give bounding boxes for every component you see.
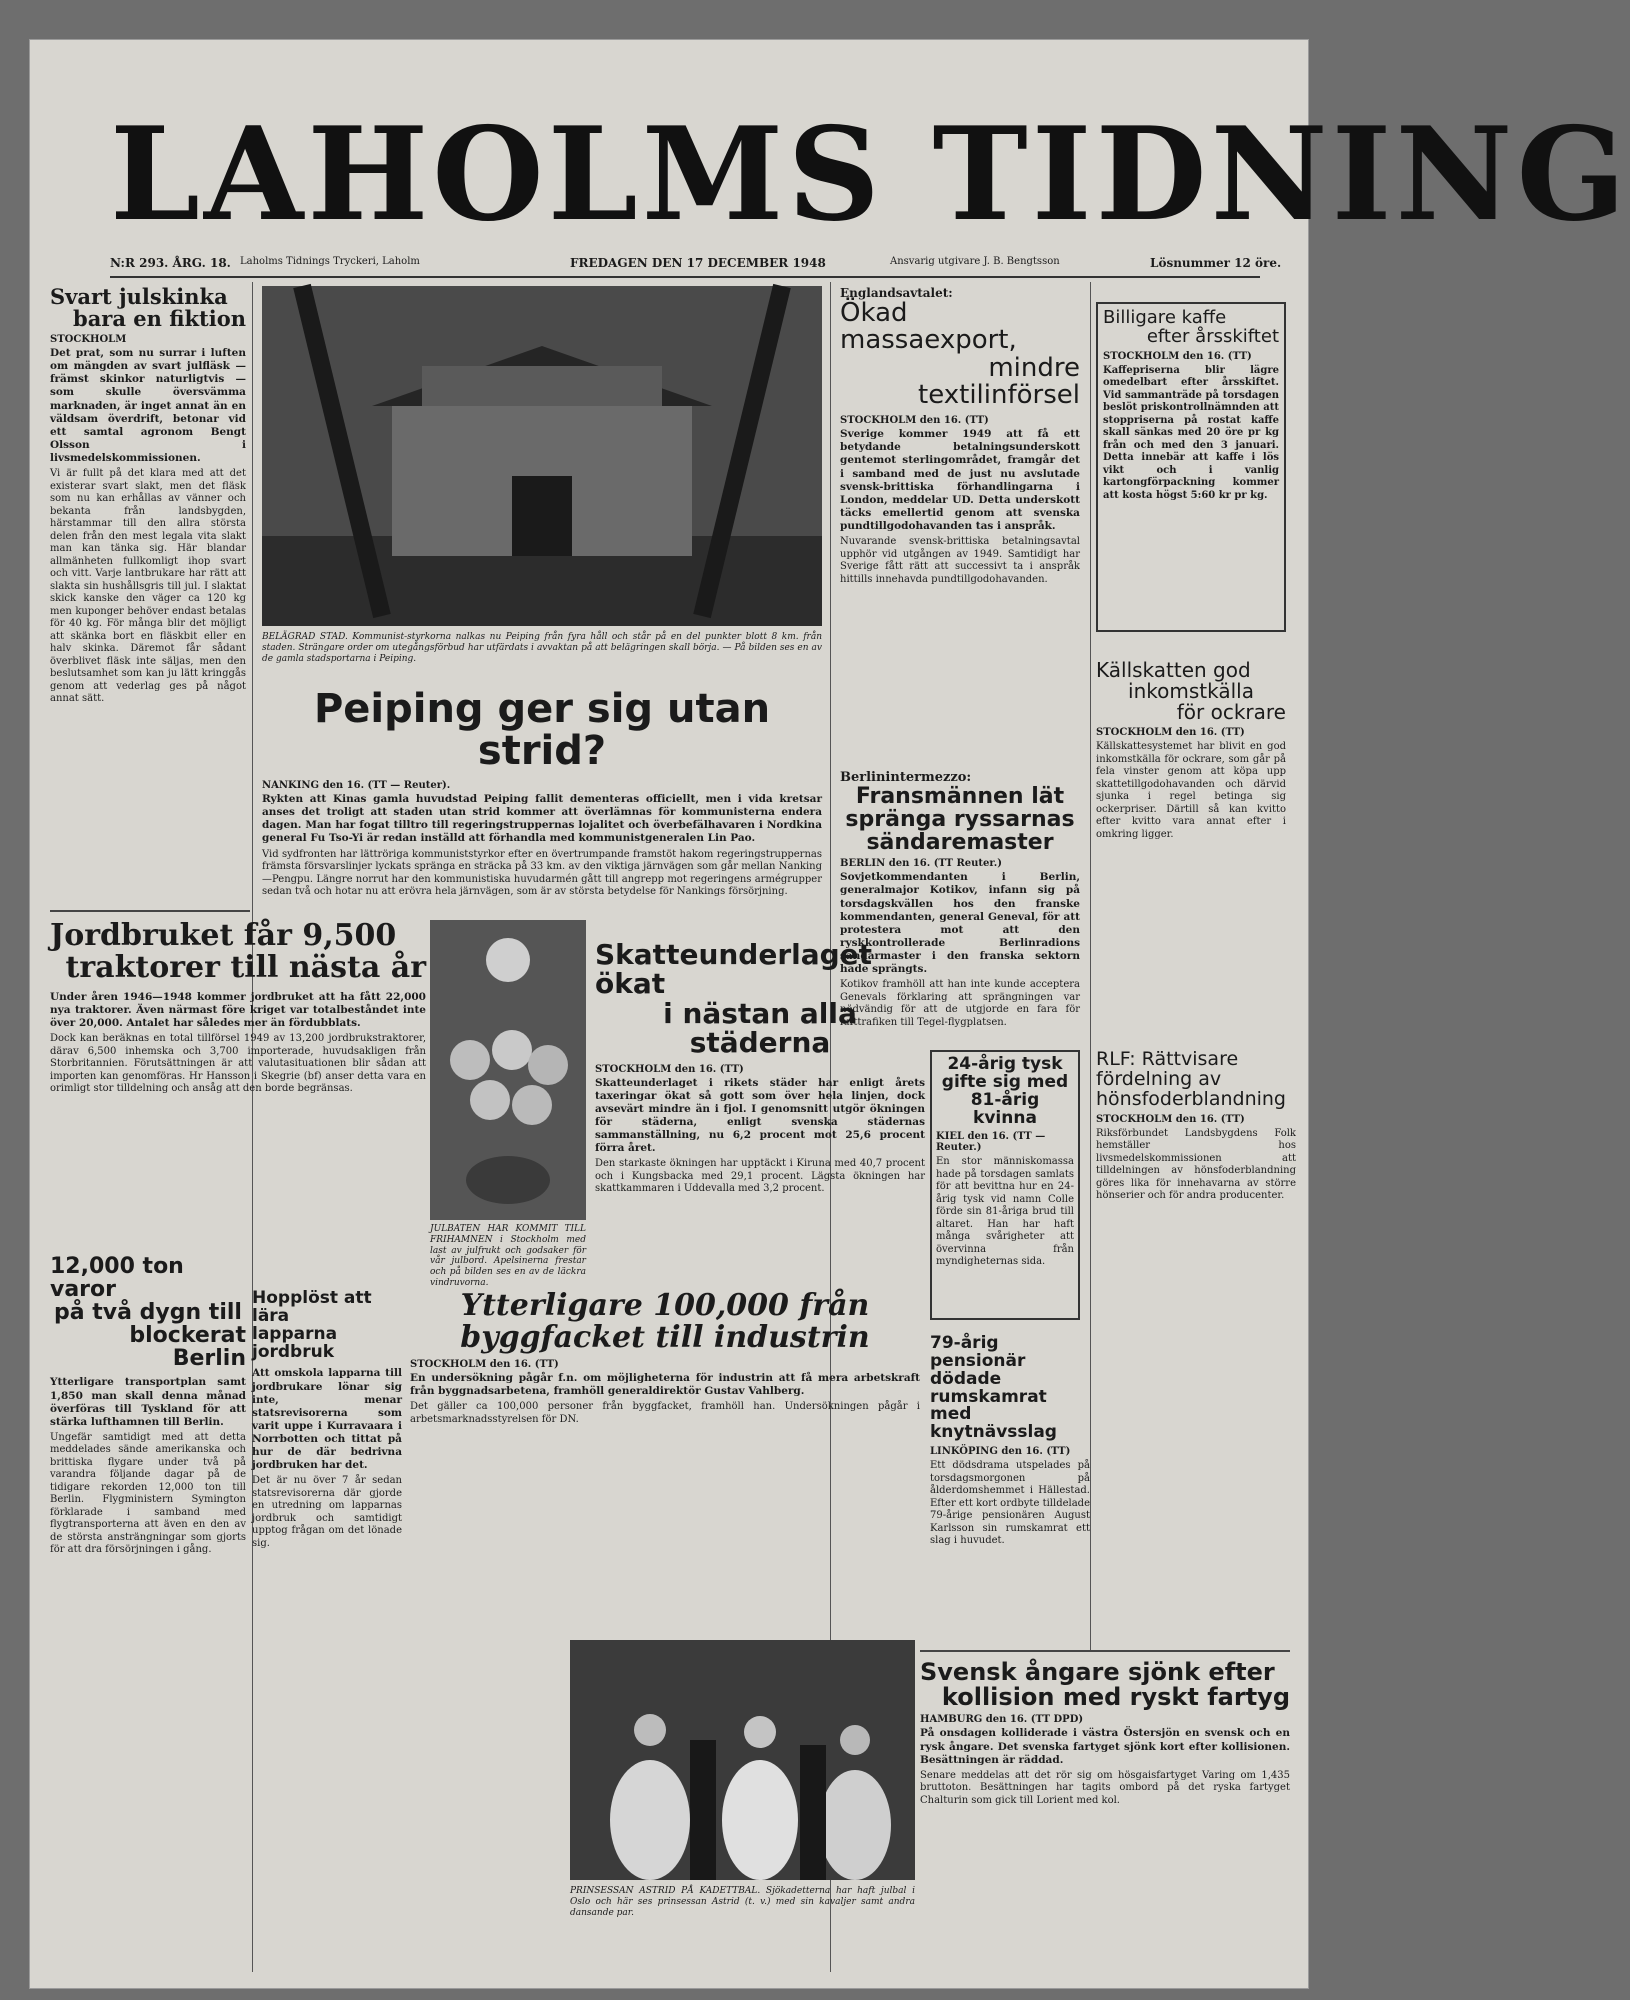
headline: Svensk ångare sjönk efter bbox=[920, 1658, 1275, 1686]
article-ytterligare bbox=[410, 1290, 920, 1620]
article-jordbruk bbox=[50, 920, 426, 1250]
headline: mindre textilinförsel bbox=[918, 352, 1080, 410]
headline: med knytnävsslag bbox=[930, 1404, 1057, 1443]
article-lapparna bbox=[252, 1290, 402, 1720]
body-text: Det gäller ca 100,000 personer från byggfacket, framhöll han. Undersökningen pågår i arbetsmarknadsstyrelsen för DN. bbox=[410, 1401, 920, 1425]
printer-line: Laholms Tidnings Tryckeri, Laholm bbox=[240, 256, 420, 267]
photo-caption: BELÄGRAD STAD. Kommunist-styrkorna nalkas nu Peiping från fyra håll och står på en del punkter blott 8 km. från staden. Strängare order om utegångsförbud har utfärdats i avvaktan på att belägringen skall börja. — På bilden ses en av de gamla stadsportarna i Peiping. bbox=[262, 632, 822, 664]
editor-line: Ansvarig utgivare J. B. Bengtsson bbox=[890, 256, 1060, 267]
headline: Peiping ger sig utan strid? bbox=[313, 686, 771, 774]
headline: på två dygn till bbox=[54, 1300, 242, 1326]
headline: för ockrare bbox=[1176, 700, 1286, 724]
dance-illustration bbox=[570, 1640, 915, 1880]
headline: dödade rumskamrat bbox=[930, 1368, 1047, 1407]
dateline: STOCKHOLM den 16. (TT) bbox=[1096, 727, 1245, 738]
lead-text: Rykten att Kinas gamla huvudstad Peiping fallit dementeras officiellt, men i vida kretsar anses det troligt att staden utan strid kommer att överlämnas för kommunisterna endera dagen. Man har fogat tilltro till regeringstruppernas lojalitet och överbefälhavaren i Nordkina general Fu Tso-Yi är redan inställd att förhandla med kommunistgeneralen Lin Pao. bbox=[262, 793, 822, 845]
article-berlin bbox=[50, 1255, 246, 1725]
dateline: STOCKHOLM den 16. (TT) bbox=[1103, 350, 1252, 362]
dateline: STOCKHOLM bbox=[50, 334, 127, 346]
body-text: Vid sydfronten har lättröriga kommuniststyrkor efter en övertrumpande framstöt hakom regeringstruppernas främsta försvarslinjer lyckats spränga en sträcka på 33 km. av den viktiga järnvägen som går mellan Nanking—Pengpu. Längre norrut har den kommunistiska huvudarmén gått till angrepp mot regeringens armégrupper sedan två och hotar nu att erövra hela järnvägen, som är av största betydelse för Nankings försörjning. bbox=[262, 848, 822, 897]
headline: bara en fiktion bbox=[73, 306, 246, 332]
headline: i nästan alla städerna bbox=[663, 996, 857, 1060]
article-divider bbox=[920, 1650, 1290, 1652]
body-text: Kaffepriserna blir lägre omedelbart efter årsskiftet. Vid sammanträde på torsdagen beslöt priskontrollnämnden att stoppriserna på rostat kaffe skall sänkas med 20 öre pr kg från och med den 3 januari. Detta innebär att kaffe i lös vikt och i vanlig kartongförpackning kommer att kosta högst 5:60 kr pr kg. bbox=[1103, 364, 1279, 501]
article-kaffe bbox=[1096, 302, 1286, 632]
masthead-title: LAHOLMS TIDNING bbox=[110, 100, 1630, 250]
headline: Hopplöst att lära bbox=[252, 1288, 372, 1326]
headline: gifte sig med bbox=[941, 1071, 1069, 1092]
body-text: Vi är fullt på det klara med att det existerar svart slakt, men det fläsk som nu kan erhållas av vänner och bekanta från landsbygden, härstammar till den allra största delen från den mest legala vita slakt man kan tänka sig. Här blandar allmänheten fullkomligt ihop svart och vitt. Varje lantbrukare har rätt att slakta sin hushållsgris till jul. I slaktat skick kanske den väger ca 120 kg men kuponger behöver endast betalas för 40 kg. För många blir det möjligt att skänka bort en fläskbit eller en halv skinka. Däremot får sådant överblivet fläsk inte säljas, men den beslutsamhet som kan ju lätt kringgås genom att vederlag ges på något annat sätt. bbox=[50, 468, 246, 705]
headline: RLF: Rättvisare bbox=[1096, 1048, 1239, 1070]
lead-text: Det prat, som nu surrar i luften om mängden av svart julfläsk — främst skinkor naturligtvis — som skulle översvämma marknaden, är inget annat än en väldsam överdrift, betonar vid ett samtal agronom Bengt Olsson i livsmedelskommissionen. bbox=[50, 347, 246, 465]
dateline: HAMBURG den 16. (TT DPD) bbox=[920, 1714, 1084, 1726]
headline: 24-årig tysk bbox=[947, 1054, 1063, 1074]
headline: fördelning av bbox=[1096, 1067, 1222, 1090]
dateline: KIEL den 16. (TT — Reuter.) bbox=[936, 1131, 1046, 1154]
kicker: Berlinintermezzo: bbox=[840, 770, 972, 785]
headline: lapparna jordbruk bbox=[252, 1323, 338, 1362]
headline: Svart julskinka bbox=[50, 284, 228, 309]
lead-text: På onsdagen kolliderade i västra Östersjön en svensk och en rysk ångare. Det svenska fartyget sjönk kort efter kollisionen. Besättningen är räddad. bbox=[920, 1727, 1290, 1766]
body-text: Nuvarande svensk-brittiska betalningsavtal upphör vid utgången av 1949. Samtidigt har Sverige fått rätt att successivt ta i anspråk hittills innehavda pundtillgodohavanden. bbox=[840, 536, 1080, 585]
headline: Ökad massaexport, bbox=[840, 298, 1017, 356]
headline: Ytterligare 100,000 från bbox=[460, 1288, 870, 1323]
issue-date: FREDAGEN DEN 17 DECEMBER 1948 bbox=[570, 256, 826, 270]
headline: Billigare kaffe bbox=[1103, 307, 1227, 328]
article-julskinka bbox=[50, 286, 246, 906]
body-text: Kotikov framhöll att han inte kunde acceptera Genevals förklaring att sprängningen var nödvändig för att de utgjorde en fara för lufttrafiken till Tegel-flygplatsen. bbox=[840, 979, 1080, 1028]
lead-text: Skatteunderlaget i rikets städer har enligt årets taxeringar ökat så gott som över hela linjen, dock avsevärt mindre än i fjol. I genomsnitt utgör ökningen för städerna, enligt svenska städernas sammanställning, nu 6,2 procent mot 25,6 procent förra året. bbox=[595, 1076, 925, 1155]
kicker: Englandsavtalet: bbox=[840, 286, 953, 300]
body-text: Senare meddelas att det rör sig om hösgaisfartyget Varing om 1,435 bruttoton. Besättningen har tagits ombord på det ryska fartyget Chalturin som gick till Lorient med kol. bbox=[920, 1769, 1290, 1806]
body-text: Dock kan beräknas en total tillförsel 1949 av 13,200 jordbrukstraktorer, därav 6,500 inhemska och 3,700 importerade, huvudsakligen från Storbritannien. Förutsättningen är att valutasituationen blir sådan att importen kan genomföras. Hr Hansson i Skegrie (bf) anser detta vara en orimligt stor tilldelning och ansåg att den borde begränsas. bbox=[50, 1033, 426, 1095]
headline: byggfacket till industrin bbox=[460, 1319, 870, 1355]
photo-julbaten bbox=[430, 920, 586, 1220]
photo-caption: PRINSESSAN ASTRID PÅ KADETTBAL. Sjökadetterna har haft julbal i Oslo och här ses prinsessan Astrid (t. v.) med sin kavaljer samt andra dansande par. bbox=[570, 1886, 915, 1918]
issue-number: N:R 293. ÅRG. 18. bbox=[110, 256, 231, 270]
dateline: BERLIN den 16. (TT Reuter.) bbox=[840, 858, 1002, 870]
headline: Källskatten god bbox=[1096, 658, 1251, 682]
photo-prinsessan-astrid bbox=[570, 1640, 915, 1880]
body-text: Riksförbundet Landsbygdens Folk hemställer hos livsmedelskommissionen att tilldelningen av hönsfoderblandning göres lika för innehavarna av större hönserier och för andra producenter. bbox=[1096, 1127, 1296, 1202]
headline: traktorer till nästa år bbox=[65, 949, 426, 985]
price-line: Lösnummer 12 öre. bbox=[1150, 256, 1282, 270]
body-text: Det är nu över 7 år sedan statsrevisorerna där gjorde en utredning om lapparnas jordbruk och samtidigt upptog frågan om det lönade sig. bbox=[252, 1475, 402, 1549]
photo-peiping-gate bbox=[262, 286, 822, 626]
headline: Skatteunderlaget ökat bbox=[595, 938, 873, 1001]
body-text: Källskattesystemet har blivit en god inkomstkälla för ockrare, som går på fela vinster genom att köpa upp skattetillgodohavanden och därvid sjunka i regel betinga sig ockerpriser. Därtill så kan kvitto efter kvitto vara annat efter i omkring ligger. bbox=[1096, 741, 1286, 840]
dateline: STOCKHOLM den 16. (TT) bbox=[840, 415, 989, 427]
column-rule bbox=[1090, 282, 1091, 1652]
headline: kollision med ryskt fartyg bbox=[941, 1683, 1290, 1712]
article-angare bbox=[920, 1660, 1290, 1960]
headline: inkomstkälla bbox=[1128, 679, 1254, 703]
headline: hönsfoderblandning bbox=[1096, 1087, 1286, 1110]
dateline: LINKÖPING den 16. (TT) bbox=[930, 1446, 1071, 1458]
article-tysk bbox=[930, 1050, 1080, 1320]
lead-text: Sverige kommer 1949 att få ett betydande betalningsunderskott gentemot sterlingområdet, framgår det i samband med de just nu avslutade svensk-brittiska förhandlingarna i London, meddelar UD. Detta underskott täcks emellertid genom att svenska pundtillgodohavanden tas i anspråk. bbox=[840, 428, 1080, 533]
photo-caption: JULBATEN HAR KOMMIT TILL FRIHAMNEN i Stockholm med last av julfrukt och godsaker för vår julbord. Apelsinerna frestar och på bilden ses en av de läckra vindruvorna. bbox=[430, 1224, 586, 1288]
masthead-infobar bbox=[110, 252, 1282, 278]
dateline: STOCKHOLM den 16. (TT) bbox=[1096, 1113, 1245, 1125]
article-divider bbox=[50, 910, 250, 912]
headline: spränga ryssarnas bbox=[845, 807, 1075, 833]
body-text: Ungefär samtidigt med att detta meddelades sände amerikanska och brittiska flygare under två på varandra följande dagar på de tidigare rekorden 12,000 ton till Berlin. Flygministern Symington förklarade i samband med flygtransporterna att även en den av de största ansträngningar som gjorts för att dra försörjningen i gång. bbox=[50, 1431, 246, 1556]
fruit-illustration bbox=[430, 920, 586, 1220]
lead-text: Sovjetkommendanten i Berlin, generalmajor Kotikov, infann sig på torsdagskvällen hos den franske kommendanten, general Geneval, för att protestera mot att den ryskkontrollerade Berlinradions sändarmaster i den franska sektorn hade sprängts. bbox=[840, 871, 1080, 976]
article-peiping bbox=[262, 688, 822, 920]
article-kallskatt bbox=[1096, 660, 1286, 1040]
headline: efter årsskiftet bbox=[1146, 325, 1279, 347]
article-englandsavtalet bbox=[840, 286, 1080, 766]
body-text: Den starkaste ökningen har upptäckt i Kiruna med 40,7 procent och i Kungsbacka med 29,1 procent. Lägsta ökningen har skattkammaren i Uddevalla med 3,2 procent. bbox=[595, 1158, 925, 1195]
headline: blockerat Berlin bbox=[129, 1323, 246, 1372]
lead-text: Ytterligare transportplan samt 1,850 man skall denna månad överföras till Tyskland för att stärka lufthamnen till Berlin. bbox=[50, 1376, 246, 1428]
article-rlf bbox=[1096, 1050, 1296, 1450]
gate-illustration bbox=[262, 286, 822, 626]
headline: sändaremaster bbox=[866, 830, 1054, 856]
body-text: Ett dödsdrama utspelades på torsdagsmorgonen på ålderdomshemmet i Hällestad. Efter ett kort ordbyte tilldelade 79-årige pensionären August Karlsson sin rumskamrat ett slag i huvudet. bbox=[930, 1460, 1090, 1547]
headline: Jordbruket får 9,500 bbox=[50, 918, 397, 953]
body-text: En stor människomassa hade på torsdagen samlats för att bevittna hur en 24-årig tysk vid namn Colle förde sin 81-åriga brud till altaret. Han har haft många svårigheter att övervinna från myndigheternas sida. bbox=[936, 1156, 1074, 1268]
dateline: NANKING den 16. (TT — Reuter). bbox=[262, 780, 451, 791]
lead-text: En undersökning pågår f.n. om möjligheterna för industrin att få mera arbetskraft från byggnadsarbetena, framhöll generaldirektör Gustav Vahlberg. bbox=[410, 1372, 920, 1398]
headline: 79-årig pensionär bbox=[930, 1333, 1026, 1371]
lead-text: Att omskola lapparna till jordbrukare lönar sig inte, menar statsrevisorerna som varit uppe i Kurravaara i Norrbotten och tittat på hur de där bedrivna jordbruken har det. bbox=[252, 1367, 402, 1472]
lead-text: Under åren 1946—1948 kommer jordbruket att ha fått 22,000 nya traktorer. Även närmast före kriget var totalbeståndet inte över 20,000. Antalet har således mer än fördubblats. bbox=[50, 991, 426, 1030]
headline: 12,000 ton varor bbox=[50, 1254, 184, 1303]
dateline: STOCKHOLM den 16. (TT) bbox=[410, 1359, 559, 1370]
headline: Fransmännen lät bbox=[855, 784, 1065, 809]
newspaper-page bbox=[30, 40, 1630, 1988]
article-pensionar bbox=[930, 1335, 1090, 1635]
headline: 81-årig kvinna bbox=[970, 1089, 1040, 1128]
dateline: STOCKHOLM den 16. (TT) bbox=[595, 1063, 744, 1075]
